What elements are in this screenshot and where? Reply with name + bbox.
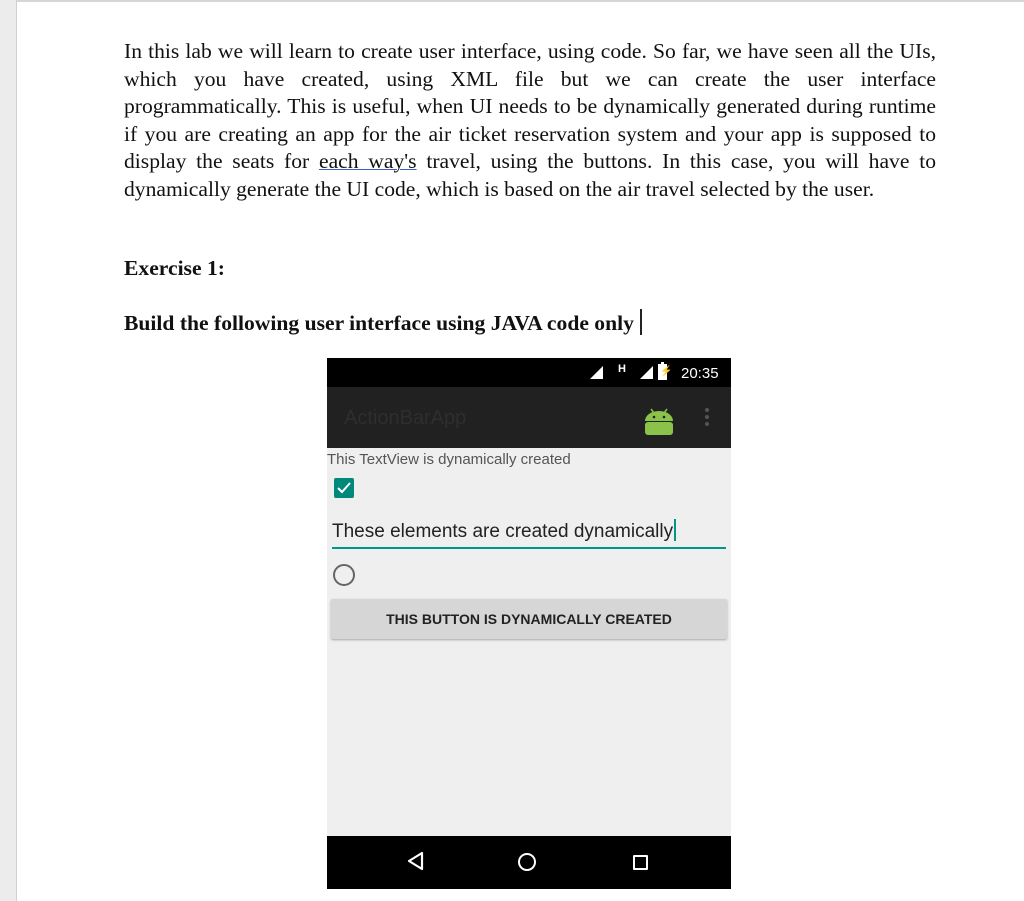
dynamic-button[interactable]: THIS BUTTON IS DYNAMICALLY CREATED (331, 599, 727, 639)
overflow-menu-icon[interactable] (705, 408, 709, 429)
network-type-label: H (618, 363, 626, 375)
instruction-line (124, 309, 642, 336)
home-icon[interactable] (518, 853, 536, 871)
spellcheck-underlined-text[interactable]: each way's (318, 149, 417, 174)
action-bar (327, 387, 731, 448)
dynamic-textview: This TextView is dynamically created (327, 451, 571, 468)
exercise-heading: Exercise 1: (124, 256, 225, 280)
edittext-value-text: These elements are created dynamically (332, 521, 674, 542)
page-top-border (0, 0, 1024, 2)
checkmark-icon (336, 481, 352, 495)
edittext-value (332, 519, 676, 543)
signal-icon (640, 366, 653, 379)
intro-paragraph (124, 38, 936, 204)
instruction-text: Build the following user interface using JAVA code only (124, 311, 634, 335)
status-time: 20:35 (681, 365, 719, 382)
status-bar (327, 358, 731, 387)
text-cursor (640, 309, 642, 335)
app-title: ActionBarApp (344, 407, 467, 429)
intro-text-part-2: travel, using the buttons. In this case, you will have to dynamically generate the UI code, which is based on the air travel selected by the user. (124, 149, 936, 201)
radio-button[interactable] (333, 564, 355, 586)
navigation-bar (327, 836, 731, 889)
android-screenshot (327, 358, 731, 889)
edittext-field[interactable] (332, 517, 726, 549)
edittext-cursor (674, 519, 676, 541)
signal-icon (590, 366, 603, 379)
intro-text-part-1: In this lab we will learn to create user interface, using code. So far, we have seen all the UIs, which you have created, using XML file but we can create the user interface programmatically. This is useful, when UI needs to be dynamically generated during runtime if you are creating an app for the air ticket reservation system and your app is supposed to display the seats for (124, 39, 936, 174)
battery-icon: ⚡ (658, 364, 667, 380)
document-left-margin (0, 0, 17, 901)
checkbox[interactable] (334, 478, 354, 498)
recent-apps-icon[interactable] (633, 855, 648, 870)
back-icon[interactable] (407, 851, 425, 871)
android-robot-icon (642, 402, 676, 436)
